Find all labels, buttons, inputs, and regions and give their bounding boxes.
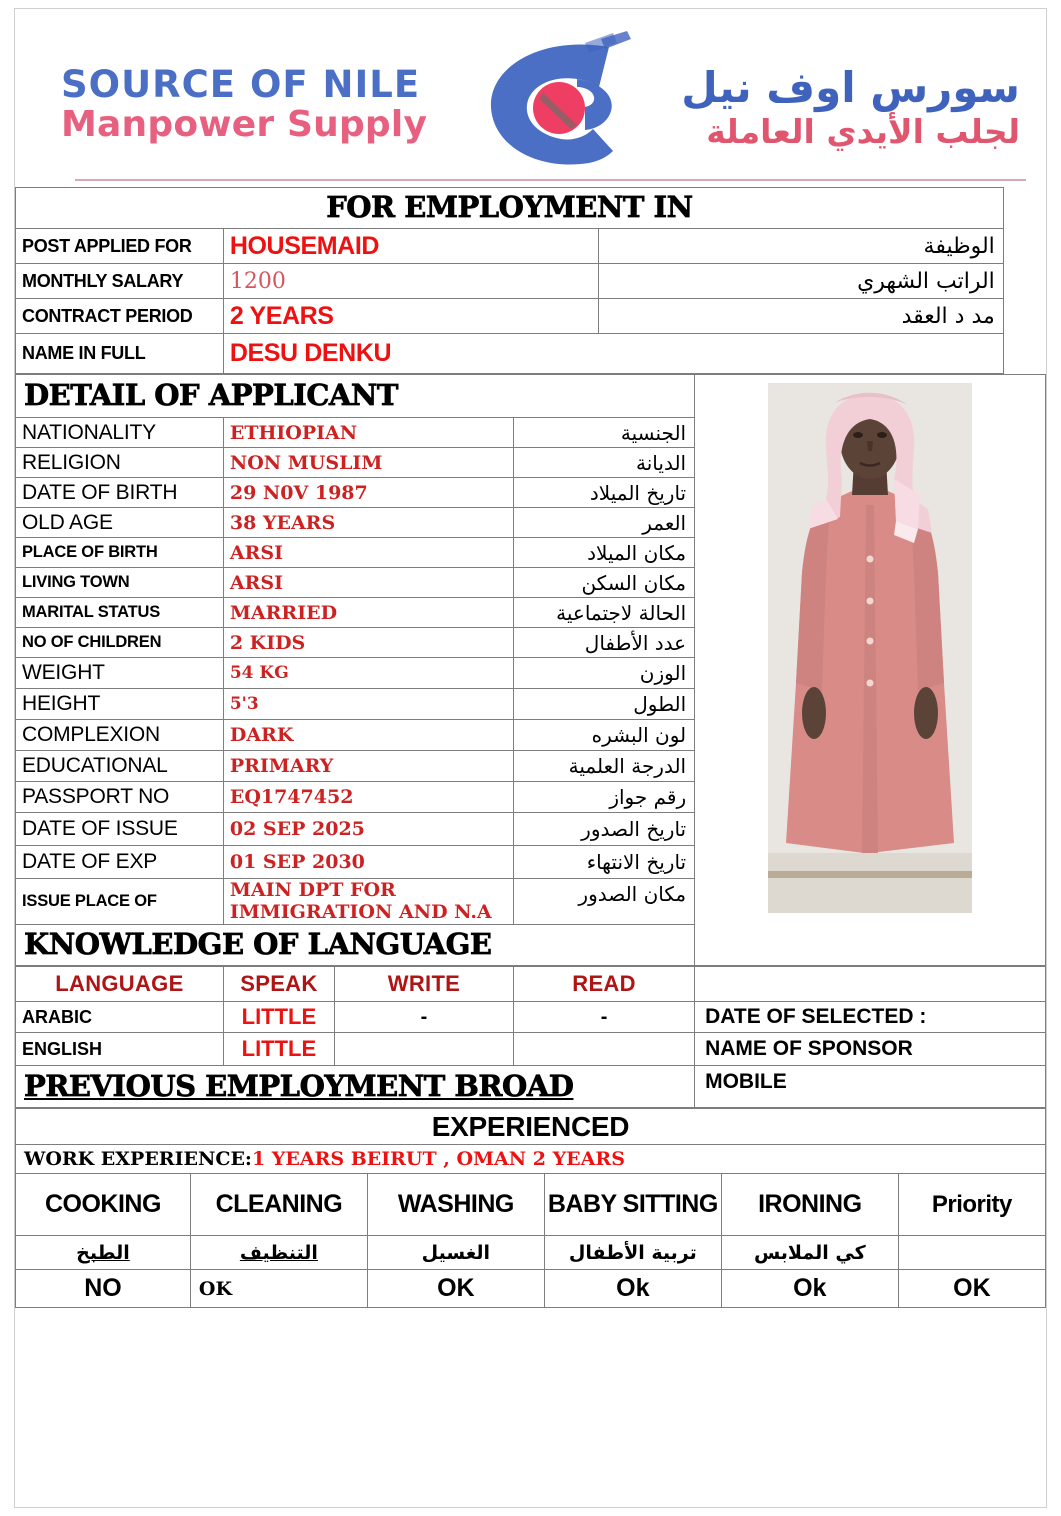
- detail-label: PLACE OF BIRTH: [16, 538, 224, 568]
- detail-arabic: تاريخ الانتهاء: [514, 846, 695, 879]
- detail-value: MAIN DPT FOR IMMIGRATION AND N.A: [223, 879, 513, 925]
- work-experience-line: [16, 1145, 1046, 1174]
- language-row-arabic-write: -: [334, 1002, 513, 1033]
- detail-value: 01 SEP 2030: [223, 846, 513, 879]
- skill-header-priority: Priority: [898, 1174, 1045, 1236]
- detail-label: PASSPORT NO: [16, 782, 224, 813]
- detail-label: DATE OF EXP: [16, 846, 224, 879]
- skill-header-arabic-ironing: كي الملابس: [721, 1236, 898, 1270]
- spacer-cell: [1003, 188, 1045, 229]
- detail-label: WEIGHT: [16, 658, 224, 689]
- detail-value: ETHIOPIAN: [223, 418, 513, 448]
- brand-name-english: SOURCE OF NILE: [61, 62, 421, 106]
- letterhead: [15, 9, 1046, 187]
- detail-label: MARITAL STATUS: [16, 598, 224, 628]
- detail-arabic: الطول: [514, 689, 695, 720]
- applicant-photo-cell: [695, 375, 1046, 966]
- header-divider: [75, 179, 1026, 181]
- detail-value: ARSI: [223, 538, 513, 568]
- mobile-label: MOBILE: [695, 1066, 1046, 1108]
- detail-value: 5'3: [223, 689, 513, 720]
- detail-value: PRIMARY: [223, 751, 513, 782]
- detail-value: 02 SEP 2025: [223, 813, 513, 846]
- detail-arabic: الوزن: [514, 658, 695, 689]
- applicant-photo: [768, 383, 972, 913]
- company-logo-icon: [481, 25, 631, 175]
- language-row-english-write: [334, 1033, 513, 1066]
- contract-period-value: 2 YEARS: [223, 299, 599, 334]
- skill-header-washing: WASHING: [367, 1174, 544, 1236]
- spacer-cell: [1003, 334, 1045, 374]
- language-row-english-read: [514, 1033, 695, 1066]
- experience-status: EXPERIENCED: [16, 1109, 1046, 1145]
- contract-period-arabic: مد د العقد: [599, 299, 1003, 334]
- detail-label: DATE OF BIRTH: [16, 478, 224, 508]
- post-applied-for-label: POST APPLIED FOR: [16, 229, 224, 264]
- skill-header-arabic-priority: [898, 1236, 1045, 1270]
- detail-arabic: العمر: [514, 508, 695, 538]
- work-experience-value: 1 YEARS BEIRUT , OMAN 2 YEARS: [251, 1148, 625, 1170]
- detail-label: NO OF CHILDREN: [16, 628, 224, 658]
- detail-label: DATE OF ISSUE: [16, 813, 224, 846]
- form-sheet: [14, 8, 1047, 1508]
- detail-arabic: رقم جواز: [514, 782, 695, 813]
- detail-label: COMPLEXION: [16, 720, 224, 751]
- skill-header-cooking: COOKING: [16, 1174, 191, 1236]
- language-col-read: READ: [514, 967, 695, 1002]
- name-in-full-value: DESU DENKU: [223, 334, 1003, 374]
- detail-value: 29 N0V 1987: [223, 478, 513, 508]
- applicant-detail-table: [15, 374, 1046, 966]
- language-row-arabic-speak: LITTLE: [223, 1002, 334, 1033]
- skill-header-arabic-cooking: الطبخ: [16, 1236, 191, 1270]
- post-applied-for-value: HOUSEMAID: [223, 229, 599, 264]
- detail-value: 38 YEARS: [223, 508, 513, 538]
- language-col-speak: SPEAK: [223, 967, 334, 1002]
- language-row-english-name: ENGLISH: [16, 1033, 224, 1066]
- detail-label: EDUCATIONAL: [16, 751, 224, 782]
- brand-tagline-arabic: لجلب الأيدي العاملة: [706, 112, 1020, 152]
- skill-value-priority: OK: [898, 1270, 1045, 1308]
- spacer-cell: [1003, 229, 1045, 264]
- detail-arabic: عدد الأطفال: [514, 628, 695, 658]
- detail-arabic: مكان الميلاد: [514, 538, 695, 568]
- spacer-cell: [1003, 264, 1045, 299]
- employment-table: [15, 187, 1046, 374]
- monthly-salary-value: 1200: [223, 264, 599, 299]
- skill-header-cleaning: CLEANING: [190, 1174, 367, 1236]
- previous-employment-title: PREVIOUS EMPLOYMENT BROAD: [16, 1066, 695, 1108]
- language-row-arabic-name: ARABIC: [16, 1002, 224, 1033]
- skill-value-washing: OK: [367, 1270, 544, 1308]
- brand-latin: [31, 52, 471, 144]
- detail-value: 2 KIDS: [223, 628, 513, 658]
- language-section-title: KNOWLEDGE OF LANGUAGE: [16, 925, 695, 966]
- brand-name-arabic: سورس اوف نيل: [681, 63, 1020, 113]
- language-col-write: WRITE: [334, 967, 513, 1002]
- detail-arabic: الجنسية: [514, 418, 695, 448]
- detail-arabic: الحالة لاجتماعية: [514, 598, 695, 628]
- skill-header-arabic-cleaning: التنظيف: [190, 1236, 367, 1270]
- skill-header-arabic-washing: الغسيل: [367, 1236, 544, 1270]
- language-col-language: LANGUAGE: [16, 967, 224, 1002]
- detail-arabic: الديانة: [514, 448, 695, 478]
- skill-header-arabic-baby-sitting: تربية الأطفال: [544, 1236, 721, 1270]
- detail-value: ARSI: [223, 568, 513, 598]
- name-in-full-label: NAME IN FULL: [16, 334, 224, 374]
- detail-arabic: لون البشره: [514, 720, 695, 751]
- sponsor-blank-cell: [695, 967, 1046, 1002]
- detail-value: EQ1747452: [223, 782, 513, 813]
- language-row-arabic-read: -: [514, 1002, 695, 1033]
- detail-label: HEIGHT: [16, 689, 224, 720]
- skill-value-cleaning: OK: [190, 1270, 367, 1308]
- detail-label: ISSUE PLACE OF: [16, 879, 224, 925]
- brand-tagline-english: Manpower Supply: [61, 103, 428, 145]
- detail-arabic: تاريخ الميلاد: [514, 478, 695, 508]
- detail-arabic: الدرجة العلمية: [514, 751, 695, 782]
- contract-period-label: CONTRACT PERIOD: [16, 299, 224, 334]
- date-of-selected-label: DATE OF SELECTED :: [695, 1002, 1046, 1033]
- detail-arabic: مكان الصدور: [514, 879, 695, 925]
- spacer-cell: [1003, 299, 1045, 334]
- detail-value: NON MUSLIM: [223, 448, 513, 478]
- skill-header-baby-sitting: BABY SITTING: [544, 1174, 721, 1236]
- skill-value-cooking: NO: [16, 1270, 191, 1308]
- monthly-salary-arabic: الراتب الشهري: [599, 264, 1003, 299]
- employment-section-title: FOR EMPLOYMENT IN: [16, 188, 1004, 229]
- monthly-salary-label: MONTHLY SALARY: [16, 264, 224, 299]
- post-applied-for-arabic: الوظيفة: [599, 229, 1003, 264]
- detail-section-title: DETAIL OF APPLICANT: [16, 375, 695, 418]
- language-row-english-speak: LITTLE: [223, 1033, 334, 1066]
- detail-value: MARRIED: [223, 598, 513, 628]
- detail-label: LIVING TOWN: [16, 568, 224, 598]
- skills-table: [15, 1108, 1046, 1308]
- language-sponsor-table: [15, 966, 1046, 1108]
- name-of-sponsor-label: NAME OF SPONSOR: [695, 1033, 1046, 1066]
- detail-label: RELIGION: [16, 448, 224, 478]
- detail-label: NATIONALITY: [16, 418, 224, 448]
- detail-value: 54 KG: [223, 658, 513, 689]
- skill-value-baby-sitting: Ok: [544, 1270, 721, 1308]
- detail-value: DARK: [223, 720, 513, 751]
- detail-arabic: تاريخ الصدور: [514, 813, 695, 846]
- work-experience-label: WORK EXPERIENCE:: [24, 1148, 252, 1170]
- skill-header-ironing: IRONING: [721, 1174, 898, 1236]
- skill-value-ironing: Ok: [721, 1270, 898, 1308]
- detail-arabic: مكان السكن: [514, 568, 695, 598]
- detail-label: OLD AGE: [16, 508, 224, 538]
- brand-arabic: [631, 44, 1042, 152]
